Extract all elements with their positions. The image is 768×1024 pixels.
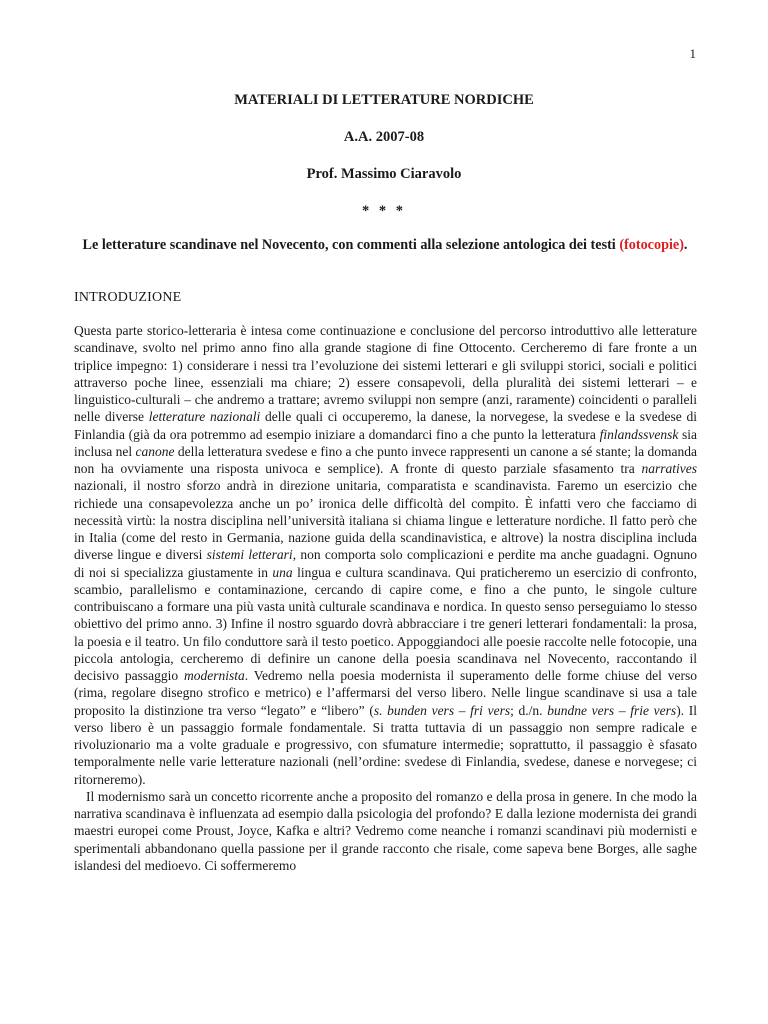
- italic-run: letterature nazionali: [148, 409, 261, 425]
- italic-run: modernista: [183, 668, 245, 683]
- document-header: [0, 92, 768, 220]
- document-title: MATERIALI DI LETTERATURE NORDICHE: [234, 92, 534, 108]
- text-run: . Vedremo nella poesia modernista il superamento delle forme chiuse del verso (rima, regolare disegno strofico e metrico) e l’affermarsi del verso libero. Nelle lingue scandinave si usa a tale proposito la distinzione tra verso “legato” e “libero” (: [74, 668, 697, 718]
- italic-run: sistemi letterari: [206, 547, 293, 563]
- body-text: [74, 322, 697, 874]
- page-number: 1: [689, 46, 696, 61]
- text-run: ; d./n.: [510, 702, 548, 718]
- section-heading: INTRODUZIONE: [74, 290, 182, 305]
- professor-name: Prof. Massimo Ciaravolo: [306, 166, 462, 182]
- italic-run: una: [272, 564, 293, 580]
- italic-run: finlandssvensk: [599, 426, 679, 442]
- paragraph-2: Il modernismo sarà un concetto ricorrente anche a proposito del romanzo e della prosa in genere. In che modo la narrativa scandinava è influenzata ad esempio dalla psicologia del profondo? E dalla lezione modernista dei grandi maestri europei come Proust, Joyce, Kafka e altri? Vedremo come neanche i romanzi scandinavi più modernisti e sperimentali abbandonano quella passione per il grande racconto che risale, come sapeva bene Borges, alle saghe islandesi del medioevo. Ci soffermeremo: [74, 788, 697, 873]
- text-run: nazionali, il nostro sforzo andrà in direzione unitaria, comparatista e scandinavista. Faremo un esercizio che richiede una consapevolezza anche un po’ ironica delle difficoltà del compito. È infatti vero che facciamo di necessità virtù: la nostra disciplina nell’università italiana si chiama lingue e letterature nordiche. Il fatto però che in Italia (come del resto in Germania, nazione guida della scandinavistica, e altrove) la nostra disciplina includa diverse lingue e diversi: [74, 478, 697, 563]
- text-run: ). Il verso libero è un passaggio formale fondamentale. Si tratta tuttavia di un passaggio non sempre radicale e rivoluzionario ma a volte graduale e progressivo, con sfumature intermedie; soprattutto, il passaggio è sfasato temporalmente nelle varie letterature nazionali (nell’ordine: svedese di Finlandia, svedese, danese e norvegese; ci ritorneremo).: [74, 702, 697, 787]
- italic-run: narratives: [641, 461, 697, 476]
- subtitle-end: .: [683, 237, 688, 253]
- italic-run: s. bunden vers – fri vers: [373, 702, 511, 718]
- separator-stars: * * *: [362, 203, 406, 219]
- subtitle-highlight: (fotocopie): [619, 237, 684, 253]
- italic-run: bundne vers – frie vers: [547, 702, 677, 718]
- text-run: Questa parte storico-letteraria è intesa come continuazione e conclusione del percorso introduttivo alle letterature scandinave, svolto nel primo anno fino alla grande stagione di fine Ottocento. Cercheremo di fare fronte a un triplice impegno: 1) considerare i nessi tra l’evoluzione dei sistemi letterari e gli sviluppi storici, sociali e politici attraverso poche linee, essenziali ma chiare; 2) essere consapevoli, della pluralità dei sistemi letterari – e linguistico-culturali – che andremo a trattare; avremo sviluppi non sempre (anzi, raramente) coincidenti o paralleli nelle diverse: [74, 323, 697, 425]
- text-run: lingua e cultura scandinava. Qui praticheremo un esercizio di confronto, scambio, parallelismo e contaminazione, cercando di capire come, e fino a che punto, le singole culture contribuiscano a formare una più vasta unità culturale scandinava e nordica. In questo senso perseguiamo lo stesso obiettivo del primo anno. 3) Infine il nostro sguardo dovrà abbracciare i tre generi letterari fondamentali: la prosa, la poesia e il teatro. Un filo conduttore sarà il testo poetico. Appoggiandoci alle poesie raccolte nelle fotocopie, una piccola antologia, cercheremo di definire un canone della poesia scandinava nel Novecento, raccontando il decisivo passaggio: [74, 564, 698, 683]
- text-run: sia inclusa nel: [74, 426, 697, 459]
- text-run: delle quali ci occuperemo, la danese, la norvegese, la svedese e la svedese di Finlandia (già da ora potremmo ad esempio iniziare a domandarci fino a che punto la letteratura: [74, 409, 697, 442]
- academic-year: A.A. 2007-08: [343, 129, 425, 145]
- text-run: , non comporta solo complicazioni e perdite ma anche guadagni. Ognuno di noi si specializza giustamente in: [74, 547, 697, 580]
- subtitle-text: Le letterature scandinave nel Novecento, con commenti alla selezione antologica dei testi: [82, 237, 616, 253]
- document-subtitle: [74, 236, 696, 255]
- text-run: della letteratura svedese e fino a che punto invece rappresenti un canone a sé stante; la domanda non ha ovviamente una risposta univoca e semplice). A fronte di questo parziale sfasamento tra: [74, 443, 698, 476]
- italic-run: canone: [135, 443, 175, 459]
- paragraph-1: [74, 322, 697, 788]
